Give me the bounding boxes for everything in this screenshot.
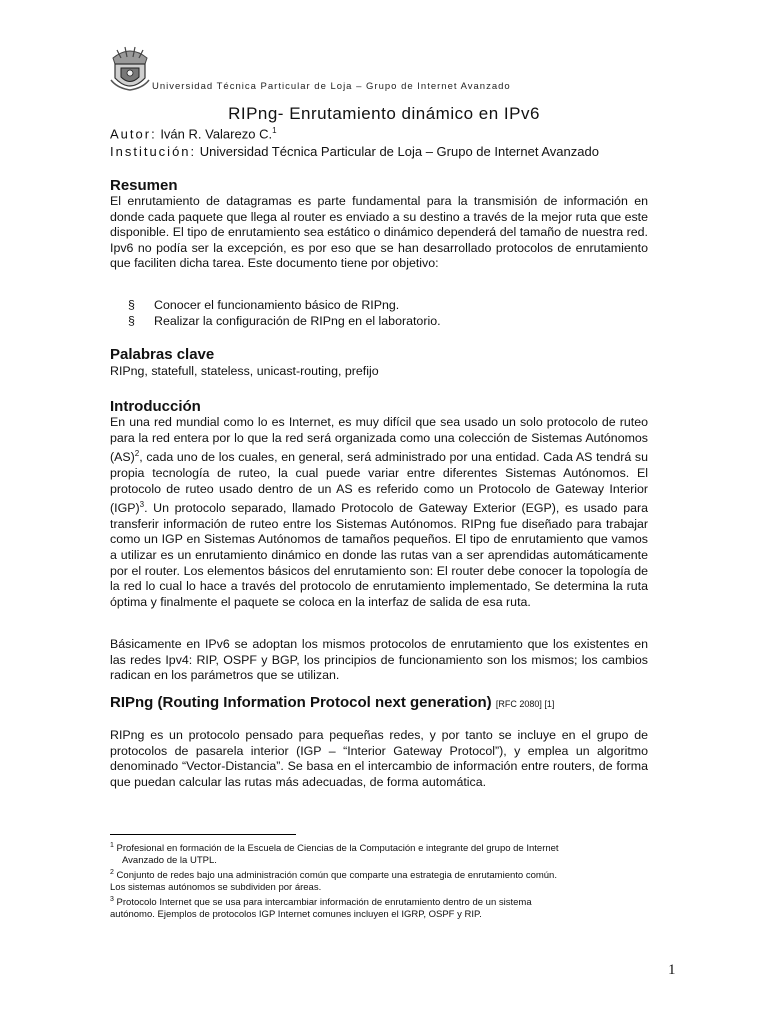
list-item bbox=[128, 313, 441, 329]
bullet-text: Conocer el funcionamiento básico de RIPng. bbox=[154, 298, 400, 312]
bullet-text: Realizar la configuración de RIPng en el laboratorio. bbox=[154, 314, 441, 328]
heading-keywords: Palabras clave bbox=[110, 346, 215, 363]
institution-name: Universidad Técnica Particular de Loja – Grupo de Internet Avanzado bbox=[199, 144, 599, 159]
bullet-marker: § bbox=[128, 314, 135, 328]
ripng-text: RIPng es un protocolo pensado para pequeñas redes, y por tanto se incluye en el grupo de protocolos de pasarela interior (IGP – “Interior Gateway Protocol”), y emplea un algoritmo denominado “Vector-Distancia”. Se basa en el intercambio de información entre routers, de forma que puedan calcular las rutas más adecuadas, de forma automática. bbox=[110, 728, 648, 789]
author-name: Iván R. Valarezo C. bbox=[160, 126, 273, 142]
footnote-number: 3 bbox=[110, 896, 114, 904]
footnote-text-cont: Los sistemas autónomos se subdividen por áreas. bbox=[110, 882, 322, 894]
ripng-heading-text: RIPng (Routing Information Protocol next generation) bbox=[110, 694, 492, 711]
footnote-number: 2 bbox=[110, 869, 114, 877]
document-title: RIPng- Enrutamiento dinámico en IPv6 bbox=[228, 104, 540, 123]
footnote-item bbox=[110, 867, 655, 894]
institution-label: Institución: bbox=[110, 144, 197, 159]
objectives-list bbox=[128, 297, 441, 329]
utpl-crest-logo bbox=[107, 44, 153, 94]
intro-paragraph-2: Básicamente en IPv6 se adoptan los mismos protocolos de enrutamiento que los existentes en las redes Ipv4: RIP, OSPF y BGP, los principios de funcionamiento son los mismos; los cambios radican en los parámetros que se utilizan. bbox=[110, 637, 648, 683]
footnotes bbox=[110, 840, 655, 921]
footnote-number: 1 bbox=[110, 842, 114, 849]
footnote-item bbox=[110, 894, 655, 921]
institution-header: Universidad Técnica Particular de Loja – Grupo de Internet Avanzado bbox=[152, 81, 511, 92]
footnote-text-cont: Avanzado de la UTPL. bbox=[122, 855, 217, 867]
footnote-separator bbox=[110, 834, 296, 835]
intro-text-b: , cada uno de los cuales, en general, será administrado por una entidad. Cada AS tendrá su propia tecnología de ruteo, la cual puede variar entre diferentes Sistemas Autónomos. El protocolo de ruteo usado dentro de un AS es referido como un Protocolo de Gateway Interior (IGP) bbox=[110, 450, 648, 516]
footnote-text: Protocolo Internet que se usa para intercambiar información de enrutamiento dentro de un sistema bbox=[116, 897, 532, 909]
heading-introduccion: Introducción bbox=[110, 398, 201, 415]
author-line bbox=[110, 126, 277, 141]
footnote-mark-2: 2 bbox=[134, 449, 140, 459]
page-number: 1 bbox=[668, 962, 676, 978]
bullet-marker: § bbox=[128, 298, 135, 312]
footnote-text-cont: autónomo. Ejemplos de protocolos IGP Internet comunes incluyen el IGRP, OSPF y RIP. bbox=[110, 909, 482, 921]
footnote-item bbox=[110, 840, 655, 867]
footnote-mark-3: 3 bbox=[139, 500, 145, 510]
intro-paragraph-1 bbox=[110, 415, 648, 610]
list-item bbox=[128, 297, 441, 313]
keywords-text: RIPng, statefull, stateless, unicast-routing, prefijo bbox=[110, 364, 379, 378]
resumen-text: El enrutamiento de datagramas es parte fundamental para la transmisión de información en donde cada paquete que llega al router es enviado a su destino a través de la mejor ruta que este disponible. El tipo de enrutamiento sea estático o dinámico dependerá del tamaño de nuestra red. Ipv6 no podía ser la excepción, es por eso que se han desarrollado protocolos de enrutamiento que faciliten dicha tarea. Este documento tiene por objetivo: bbox=[110, 194, 648, 271]
author-label: Autor: bbox=[110, 126, 157, 142]
footnote-text: Conjunto de redes bajo una administración común que comparte una estrategia de enrutamiento común. bbox=[116, 870, 557, 882]
institution-line bbox=[110, 144, 599, 159]
author-footnote-mark: 1 bbox=[272, 126, 277, 135]
intro-text-a: En una red mundial como lo es Internet, es muy difícil que sea usado un solo protocolo de ruteo para la red entera por lo que la red será organizada como una colección de Sistemas Autónomos (AS) bbox=[110, 415, 648, 465]
intro-text-c: . Un protocolo separado, llamado Protocolo de Gateway Exterior (EGP), es usado para transferir información de ruteo entre los Sistemas Autónomos. RIPng fue diseñado para trabajar como un IGP en Sistemas Autónomos de tamaños pequeños. El tipo de enrutamiento que vamos a utilizar es un enrutamiento dinámico en donde las rutas van a ser aprendidas automáticamente por el router. Los elementos básicos del enrutamiento son: El router debe conocer la topología de la red lo cual lo hace a través del protocolo de enrutamiento implementado, Se determina la ruta óptima y finalmente el paquete se coloca en la interfaz de salida de esa ruta. bbox=[110, 501, 648, 609]
heading-ripng bbox=[110, 694, 554, 711]
footnote-text: Profesional en formación de la Escuela de Ciencias de la Computación e integrante del grupo de Internet bbox=[116, 843, 559, 855]
heading-resumen: Resumen bbox=[110, 177, 178, 194]
ripng-reference: [RFC 2080] [1] bbox=[495, 699, 555, 709]
